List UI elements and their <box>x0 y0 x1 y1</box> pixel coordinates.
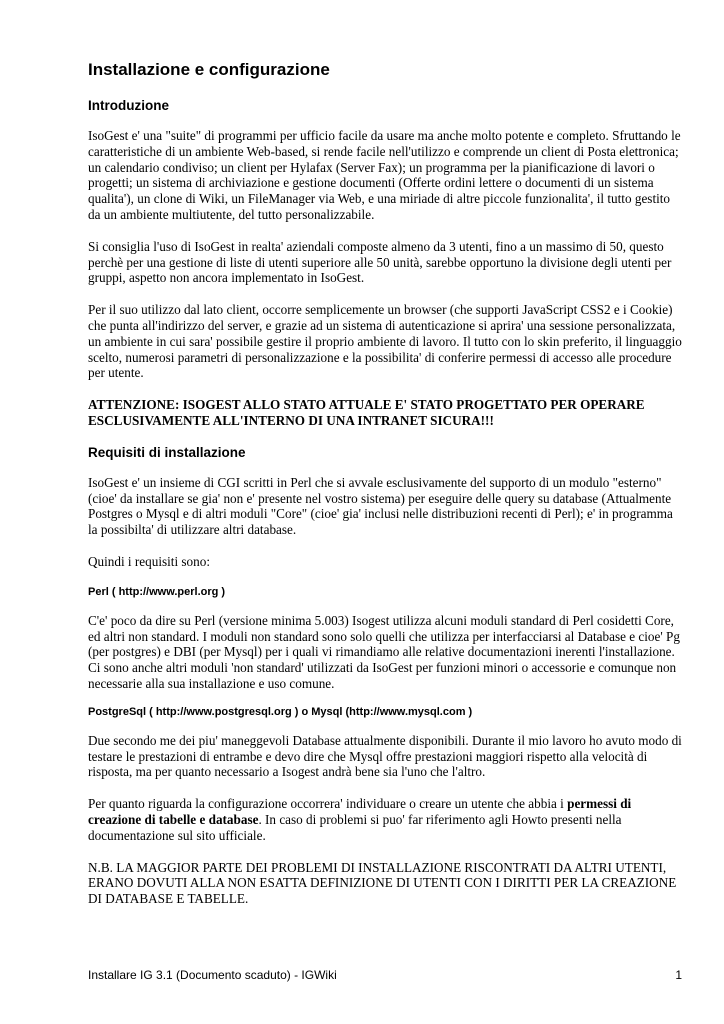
section-heading-requisiti: Requisiti di installazione <box>88 444 246 460</box>
perl-paragraph-part-2: Ci sono anche altri moduli 'non standard' utilizzati da IsoGest per funzioni minori o accessorie e comunque non necessarie alla sua installazione e uso comune. <box>88 660 677 691</box>
perl-paragraph <box>88 613 682 692</box>
database-paragraph-2-emphasis: permessi di creazione di tabelle e database <box>88 796 632 827</box>
database-paragraph-2 <box>88 796 682 843</box>
requisiti-paragraph-2: Quindi i requisiti sono: <box>88 553 210 569</box>
database-note: N.B. LA MAGGIOR PARTE DEI PROBLEMI DI INSTALLAZIONE RISCONTRATI DA ALTRI UTENTI, ERANO DOVUTI ALLA NON ESATTA DEFINIZIONE DI UTENTI CON I DIRITTI PER LA CREAZIONE DI DATABASE E TABELLE. <box>88 859 677 907</box>
perl-paragraph-part-1: C'e' poco da dire su Perl (versione minima 5.003) Isogest utilizza alcuni moduli standard di Perl cosidetti Core, ed altri non standard. I moduli non standard sono solo quelli che utilizza per interfacciarsi al Database e cioe' Pg (per postgres) e DBI (per Mysql) per i quali vi rimandiamo alle relative documentazioni inerenti l'installazione. <box>88 612 680 660</box>
subsection-heading-database: PostgreSql ( http://www.postgresql.org ) o Mysql (http://www.mysql.com ) <box>88 705 473 718</box>
subsection-heading-perl: Perl ( http://www.perl.org ) <box>88 585 226 598</box>
database-paragraph-2-end: . In caso di problemi si puo' far riferimento agli Howto presenti nella documentazione sul sito ufficiale. <box>88 811 622 843</box>
warning-paragraph: ATTENZIONE: ISOGEST ALLO STATO ATTUALE E' STATO PROGETTATO PER OPERARE ESCLUSIVAMENTE ALL'INTERNO DI UNA INTRANET SICURA!!! <box>88 397 645 428</box>
intro-paragraph-1: IsoGest e' una "suite" di programmi per ufficio facile da usare ma anche molto potente e completo. Sfruttando le caratteristiche di un ambiente Web-based, si rende facile nell'utilizzo e comprende un client di Posta elettronica; un calendario condiviso; un client per Hylafax (Server Fax); un programma per la pianificazione di lavori o progetti; un sistema di archiviazione e gestione documenti (Offerte ordini lettere o documenti di un sistema qualita'), un clone di Wiki, un FileManager via Web, e una miriade di altre piccole funzionalita', il tutto gestito da un ambiente multiutente, del tutto personalizzabile. <box>88 128 681 222</box>
document-body <box>88 60 682 923</box>
requisiti-paragraph-1: IsoGest e' un insieme di CGI scritti in Perl che si avvale esclusivamente del supporto di un modulo "esterno" (cioe' da installare se gia' non e' presente nel vostro sistema) per eseguire delle query su database (Attualmente Postgres o Mysql e di altri moduli "Core" (cioe' gia' inclusi nelle distribuzioni recenti di Perl); e' in programma la possibilta' di utilizzare altri database. <box>88 474 673 538</box>
footer-document-title: Installare IG 3.1 (Documento scaduto) - IGWiki <box>88 968 337 982</box>
section-heading-introduzione: Introduzione <box>88 98 169 113</box>
intro-paragraph-2: Si consiglia l'uso di IsoGest in realta' aziendali composte almeno da 3 utenti, fino a un massimo di 50, questo perchè per una gestione di liste di utenti superiore alle 50 unità, sarebbe opportuno la divisione degli utenti per gruppi, aspetto non ancora implementato in IsoGest. <box>88 238 672 286</box>
intro-paragraph-3: Per il suo utilizzo dal lato client, occorre semplicemente un browser (che supporti JavaScript CSS2 e i Cookie) che punta all'indirizzo del server, e grazie ad un sistema di autenticazione si aprira' una sessione personalizzata, un ambiente in cui sara' possibile gestire il proprio ambiente di lavoro. Il tutto con lo skin preferito, il linguaggio scelto, numerosi parametri di personalizzazione e la possibilita' di conferire permessi di accesso alle procedure per utente. <box>88 302 682 381</box>
database-paragraph-1: Due secondo me dei piu' maneggevoli Database attualmente disponibili. Durante il mio lavoro ho avuto modo di testare le prestazioni di entrambe e devo dire che Mysql offre prestazioni maggiori rispetto alla velocità di risposta, ma per quanto necessario a Isogest andrà bene sia l'uno che l'altro. <box>88 732 682 780</box>
page-footer <box>88 968 682 982</box>
footer-page-number: 1 <box>675 968 682 982</box>
page-title: Installazione e configurazione <box>88 60 330 79</box>
database-paragraph-2-text: Per quanto riguarda la configurazione occorrera' individuare o creare un utente che abbia i <box>88 796 568 812</box>
